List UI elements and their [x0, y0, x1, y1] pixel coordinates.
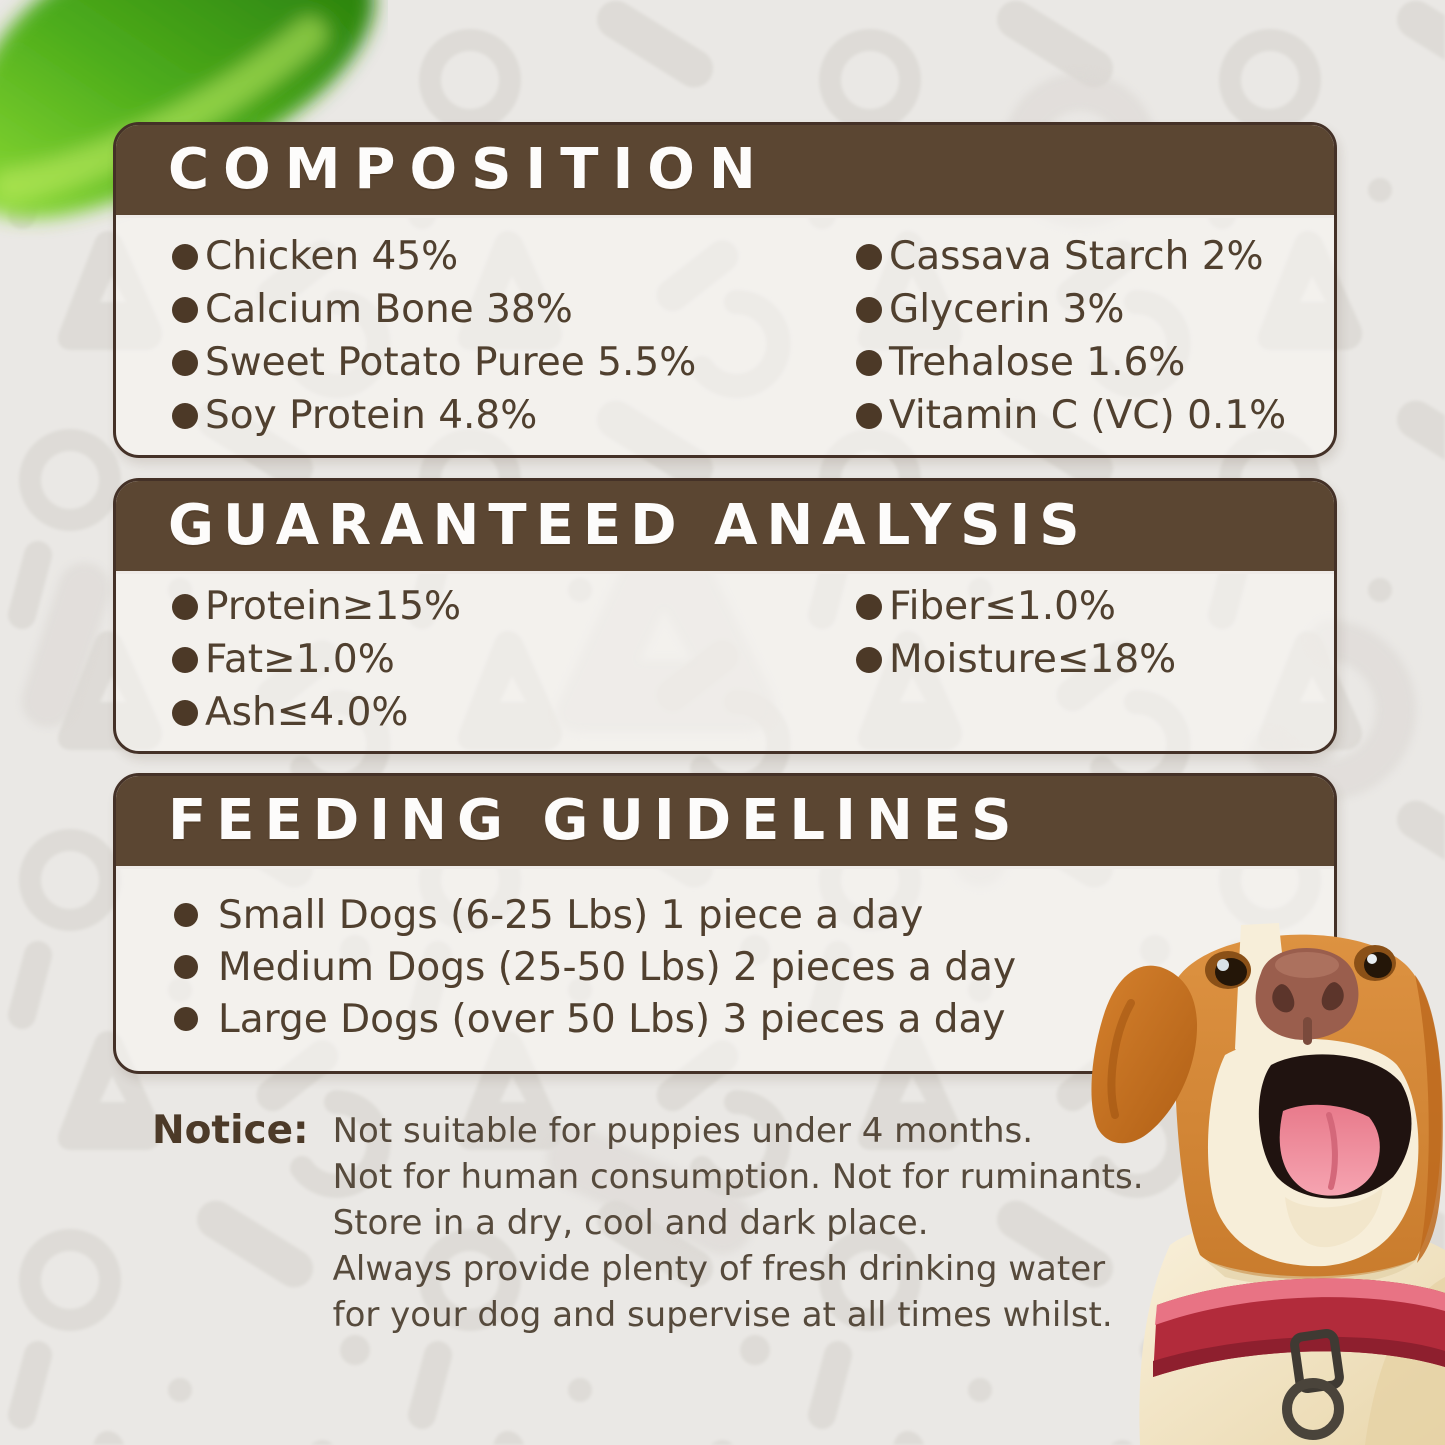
list-item-text: Sweet Potato Puree 5.5%: [205, 340, 697, 385]
composition-title: COMPOSITION: [168, 137, 770, 202]
list-item: [856, 580, 1318, 633]
guaranteed-analysis-list: [116, 574, 1334, 739]
bullet-icon: [856, 297, 882, 323]
dog-photo: [1045, 915, 1445, 1445]
analysis-list-right: [856, 580, 1318, 739]
analysis-list-left: [172, 580, 856, 739]
list-item-text: Moisture≤18%: [889, 637, 1177, 682]
guaranteed-analysis-section: [113, 478, 1337, 754]
notice-line: for your dog and supervise at all times whilst.: [332, 1295, 1113, 1335]
list-item: [172, 336, 856, 389]
list-item: [856, 336, 1318, 389]
list-item-text: Fat≥1.0%: [205, 637, 395, 682]
bullet-icon: [172, 647, 198, 673]
bullet-icon: [174, 1007, 198, 1031]
list-item-text: Chicken 45%: [205, 234, 459, 279]
bullet-icon: [172, 244, 198, 270]
bullet-icon: [172, 700, 198, 726]
list-item: [172, 230, 856, 283]
bullet-icon: [856, 350, 882, 376]
list-item-text: Protein≥15%: [205, 584, 462, 629]
notice-line: Always provide plenty of fresh drinking water: [332, 1249, 1106, 1289]
notice-line: Store in a dry, cool and dark place.: [332, 1203, 929, 1243]
notice-line: Not for human consumption. Not for ruminants.: [332, 1157, 1144, 1197]
list-item-text: Trehalose 1.6%: [889, 340, 1186, 385]
list-item: [856, 283, 1318, 336]
list-item-text: Soy Protein 4.8%: [205, 393, 538, 438]
list-item: [172, 580, 856, 633]
notice-line: Not suitable for puppies under 4 months.: [332, 1111, 1034, 1151]
bullet-icon: [174, 955, 198, 979]
notice-label: Notice:: [152, 1108, 309, 1153]
list-item-text: Calcium Bone 38%: [205, 287, 573, 332]
list-item: [172, 686, 856, 739]
list-item-text: Medium Dogs (25-50 Lbs) 2 pieces a day: [218, 944, 1017, 990]
feeding-guidelines-header: [116, 776, 1334, 869]
bullet-icon: [856, 647, 882, 673]
composition-section: [113, 122, 1337, 458]
feeding-guidelines-title: FEEDING GUIDELINES: [168, 788, 1022, 853]
list-item: [172, 633, 856, 686]
list-item-text: Fiber≤1.0%: [889, 584, 1116, 629]
guaranteed-analysis-header: [116, 481, 1334, 574]
bullet-icon: [856, 594, 882, 620]
bullet-icon: [172, 594, 198, 620]
list-item: [856, 230, 1318, 283]
list-item: [856, 633, 1318, 686]
guaranteed-analysis-title: GUARANTEED ANALYSIS: [168, 493, 1089, 558]
composition-list: [116, 218, 1334, 442]
bullet-icon: [856, 403, 882, 429]
list-item-text: Vitamin C (VC) 0.1%: [889, 393, 1287, 438]
list-item-text: Large Dogs (over 50 Lbs) 3 pieces a day: [218, 996, 1006, 1042]
bullet-icon: [172, 350, 198, 376]
list-item-text: Ash≤4.0%: [205, 690, 409, 735]
list-item: [856, 389, 1318, 442]
list-item-text: Small Dogs (6-25 Lbs) 1 piece a day: [218, 892, 924, 938]
list-item-text: Cassava Starch 2%: [889, 234, 1264, 279]
list-item-text: Glycerin 3%: [889, 287, 1125, 332]
list-item: [172, 389, 856, 442]
notice-block: [152, 1108, 1144, 1338]
composition-list-right: [856, 230, 1318, 442]
composition-list-left: [172, 230, 856, 442]
bullet-icon: [172, 403, 198, 429]
composition-header: [116, 125, 1334, 218]
list-item: [172, 283, 856, 336]
notice-text: [333, 1108, 1144, 1338]
bullet-icon: [856, 244, 882, 270]
bullet-icon: [172, 297, 198, 323]
bullet-icon: [174, 903, 198, 927]
